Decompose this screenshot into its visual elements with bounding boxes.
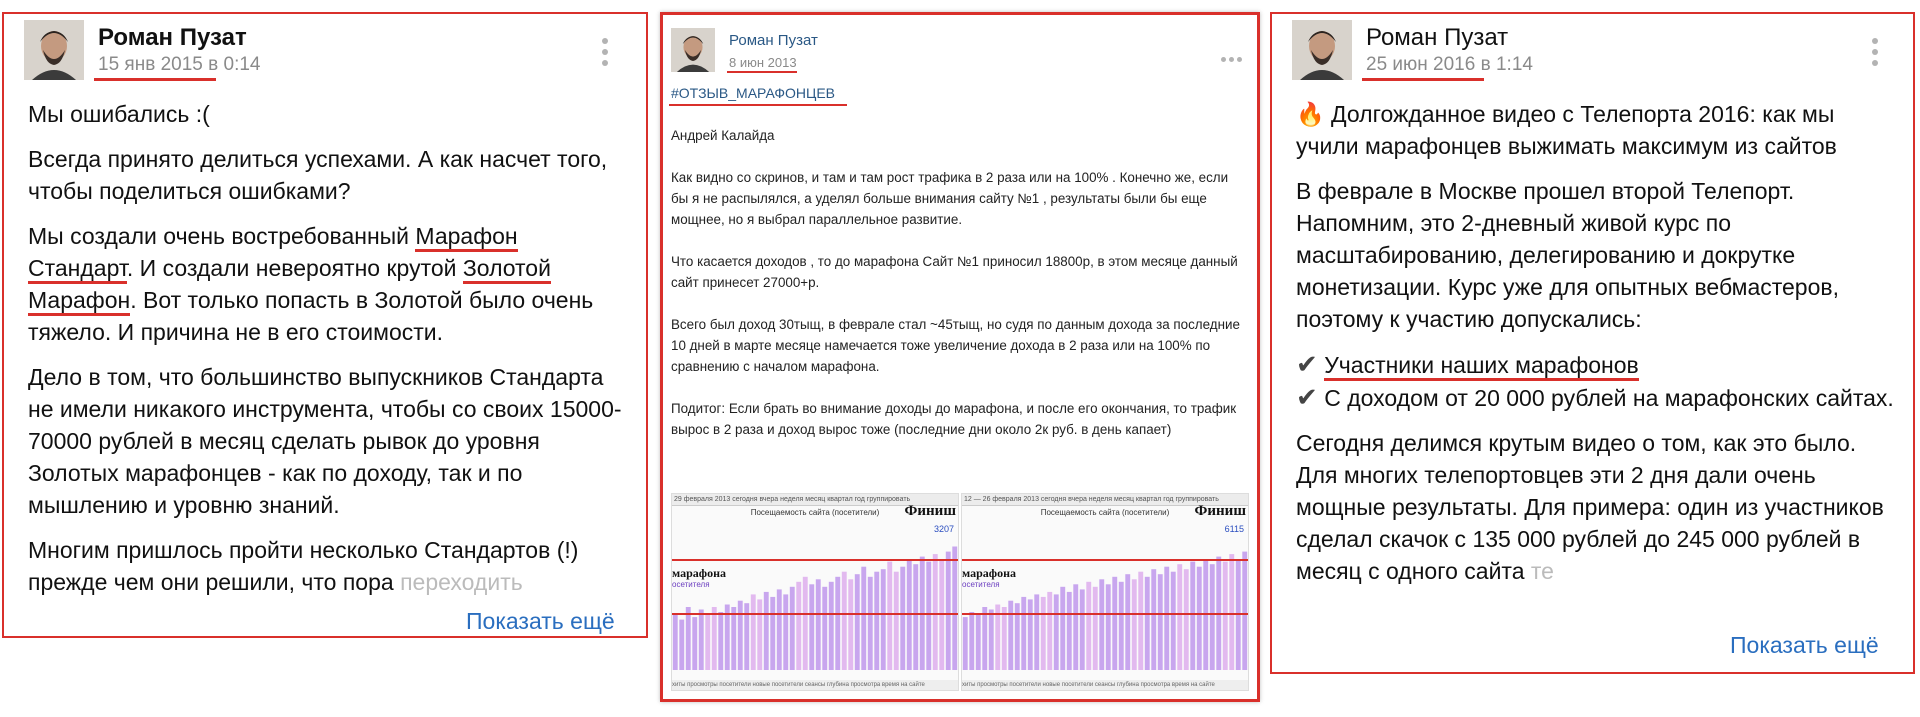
chart-bar: [946, 552, 951, 670]
finish-label: Финиш: [904, 503, 956, 519]
link-gold-marathon[interactable]: Золотой Марафон: [28, 255, 551, 316]
chart-bar: [1229, 554, 1234, 670]
chart-bar: [679, 620, 684, 670]
chart-bar: [1184, 569, 1189, 670]
chart-bar: [1099, 579, 1104, 670]
chart-bar: [1197, 567, 1202, 670]
chart-bar: [1223, 562, 1228, 670]
chart-tabs: хиты просмотры посетители новые посетители сеансы глубина просмотра время на сайте: [962, 680, 1248, 690]
checklist: [1296, 348, 1896, 414]
chart-bar: [1190, 562, 1195, 670]
chart-bar: [718, 612, 723, 670]
traffic-chart-left[interactable]: [671, 493, 959, 691]
chart-bar: [738, 601, 743, 670]
bar-series: [962, 534, 1248, 670]
paragraph: Как видно со скринов, и там и там рост трафика в 2 раза или на 100% . Конечно же, если бы я не распылялся, а уделял больше внимания сайту №1 , результаты были бы еще мощнее, но я выбрал параллельное развитие.: [671, 170, 1229, 227]
chart-bar: [699, 610, 704, 671]
chart-bar: [686, 607, 691, 670]
paragraph: [28, 220, 628, 348]
chart-bar: [783, 594, 788, 670]
chart-bar: [887, 562, 892, 670]
chart-bar: [1151, 569, 1156, 670]
chart-bar: [1171, 572, 1176, 670]
text-span: Сегодня делимся крутым видео о том, как это было. Для многих телепортовцев эти 2 дня дали очень мощные результаты. Для примера: один из участников сделал скачок с 135 000 рублей до 245 000 рублей в месяц с одного сайта: [1296, 430, 1884, 584]
author-avatar[interactable]: [1292, 20, 1352, 80]
paragraph: Мы ошибались :(: [28, 101, 210, 127]
chart-bar: [855, 574, 860, 670]
post-time-text: в 0:14: [208, 54, 261, 75]
vertical-dots-icon: [602, 38, 608, 44]
chart-bar: [1119, 582, 1124, 670]
avatar-photo-icon: [671, 28, 715, 72]
avatar-photo-icon: [1292, 20, 1352, 80]
chart-bar: [1073, 584, 1078, 670]
hashtag-underline: [669, 104, 847, 106]
chart-bar: [1008, 601, 1013, 670]
faded-text: переходить: [393, 569, 523, 595]
chart-bar: [900, 567, 905, 670]
chart-bar: [926, 562, 931, 670]
faded-text: те: [1524, 558, 1554, 584]
post-date[interactable]: [98, 54, 260, 76]
paragraph: Всего был доход 30тыщ, в феврале стал ~45тыщ, но судя по данным дохода за последние 10 дней в марте месяце намечается тоже увеличение дохода в 2 раза или на 100% по сравнению с началом марафона.: [671, 317, 1240, 374]
paragraph: Андрей Калайда: [671, 128, 775, 143]
chart-bar: [1145, 577, 1150, 670]
post-text: [671, 125, 1246, 461]
marathon-label: марафона: [672, 566, 726, 580]
chart-bar: [1080, 589, 1085, 670]
chart-bar: [1021, 597, 1026, 670]
chart-bar: [1158, 574, 1163, 670]
chart-bar: [809, 584, 814, 670]
author-avatar[interactable]: [24, 20, 84, 80]
paragraph: В феврале в Москве прошел второй Телепорт. Напомним, это 2-дневный живой курс по масштабированию, делегированию и докрутке монетизации. Курс уже для опытных вебмастеров, поэтому к участию допускались:: [1296, 178, 1839, 332]
date-underline: [94, 78, 216, 81]
chart-toolbar: 29 февраля 2013 сегодня вчера неделя месяц квартал год группировать: [672, 494, 958, 506]
bar-series: [672, 534, 958, 670]
author-avatar[interactable]: [671, 28, 715, 72]
paragraph: Всегда принято делиться успехами. А как насчет того, чтобы поделиться ошибками?: [28, 146, 608, 204]
author-name[interactable]: Роман Пузат: [98, 24, 247, 51]
post-date-text[interactable]: 15 янв 2015: [98, 54, 203, 75]
chart-bar: [1106, 584, 1111, 670]
paragraph: [1296, 427, 1896, 584]
chart-bar: [874, 572, 879, 670]
chart-bar: [969, 612, 974, 670]
paragraph: Подитог: Если брать во внимание доходы до марафона, и после его окончания, то трафик вырос в 2 раза и доход вырос тоже (последние дни около 2к руб. в день капает): [671, 401, 1237, 437]
paragraph: [1296, 98, 1896, 162]
chart-bar: [1086, 582, 1091, 670]
chart-bar: [1047, 592, 1052, 670]
chart-bar: [1138, 572, 1143, 670]
traffic-chart-right[interactable]: [961, 493, 1249, 691]
chart-bar: [829, 582, 834, 670]
chart-bar: [894, 572, 899, 670]
chart-title: Посещаемость сайта (посетители): [1040, 508, 1170, 517]
date-underline: [1362, 78, 1484, 81]
chart-bar: [770, 597, 775, 670]
chart-bar: [1125, 574, 1130, 670]
chart-bar: [1132, 579, 1137, 670]
author-name[interactable]: Роман Пузат: [1366, 24, 1509, 51]
screenshot-attachments[interactable]: [671, 493, 1255, 693]
chart-bar: [777, 589, 782, 670]
chart-bar: [842, 572, 847, 670]
chart-bar: [1210, 564, 1215, 670]
chart-value: 6115: [1224, 524, 1244, 534]
visitor-label: осетителя: [672, 580, 710, 589]
chart-bar: [1060, 587, 1065, 670]
visitor-label: осетителя: [962, 580, 1000, 589]
chart-bar: [816, 579, 821, 670]
post-date[interactable]: [1366, 54, 1533, 76]
post-text: [28, 98, 628, 611]
post-menu-button[interactable]: [602, 38, 608, 71]
text-span: Долгожданное видео с Телепорта 2016: как мы учили марафонцев выжимать максимум из сайтов: [1296, 101, 1837, 159]
fire-icon: 🔥: [1296, 101, 1325, 127]
chart-bar: [1242, 552, 1247, 670]
text-span: Многим пришлось пройти несколько Стандартов (!) прежде чем они решили, что пора: [28, 537, 579, 595]
finish-label: Финиш: [1194, 503, 1246, 519]
chart-value: 3207: [933, 524, 954, 534]
chart-bar: [1067, 592, 1072, 670]
post-date[interactable]: 8 июн 2013: [729, 55, 797, 70]
chart-bar: [976, 615, 981, 670]
author-name[interactable]: Роман Пузат: [729, 32, 818, 49]
chart-bar: [712, 607, 717, 670]
chart-bar: [1164, 567, 1169, 670]
chart-bar: [1177, 564, 1182, 670]
chart-bar: [692, 617, 697, 670]
show-more-link[interactable]: Показать ещё: [1724, 632, 1879, 659]
horizontal-dots-icon: [1221, 57, 1226, 62]
chart-bar: [913, 564, 918, 670]
paragraph: Что касается доходов , то до марафона Сайт №1 приносил 18800р, в этом месяце данный сайт принесет 27000+р.: [671, 254, 1238, 290]
chart-bar: [1093, 587, 1098, 670]
chart-bar: [835, 577, 840, 670]
chart-bar: [705, 615, 710, 670]
chart-bar: [963, 617, 968, 670]
chart-bar: [848, 579, 853, 670]
link-marathon-participants[interactable]: Участники наших марафонов: [1324, 352, 1639, 381]
chart-bar: [751, 594, 756, 670]
post-menu-button[interactable]: [1872, 38, 1878, 71]
avatar-photo-icon: [24, 20, 84, 80]
chart-tabs: хиты просмотры посетители новые посетители сеансы глубина просмотра время на сайте: [672, 680, 958, 690]
chart-bar: [803, 577, 808, 670]
link-standard-marathon[interactable]: Марафон Стандарт: [28, 223, 518, 284]
vertical-dots-icon: [1872, 38, 1878, 44]
chart-bar: [757, 599, 762, 670]
post-date-text[interactable]: 25 июн 2016: [1366, 54, 1476, 75]
chart-bar: [933, 554, 938, 670]
text-span: Мы создали очень востребованный: [28, 223, 416, 249]
paragraph: Дело в том, что большинство выпускников Стандарта не имели никакого инструмента, чтобы со своих 15000-70000 рублей в месяц сделать рывок до уровня Золотых марафонцев - как по доходу, так и по мышлению и уровню знаний.: [28, 364, 622, 518]
chart-bar: [1112, 577, 1117, 670]
chart-bar: [952, 547, 957, 671]
hashtag-link[interactable]: #ОТЗЫВ_МАРАФОНЦЕВ: [671, 85, 835, 101]
chart-bar: [673, 613, 678, 670]
chart-bar: [796, 582, 801, 670]
text-span: . И создали невероятно крутой: [126, 255, 463, 281]
chart-bar: [868, 577, 873, 670]
chart-bar: [1041, 597, 1046, 670]
chart-bar: [982, 607, 987, 670]
text-span: С доходом от 20 000 рублей на марафонских сайтах.: [1324, 385, 1894, 411]
marathon-label: марафона: [962, 566, 1016, 580]
chart-bar: [1002, 607, 1007, 670]
chart-title: Посещаемость сайта (посетители): [750, 508, 880, 517]
chart-bar: [1028, 599, 1033, 670]
chart-bar: [764, 592, 769, 670]
chart-bar: [881, 569, 886, 670]
chart-bar: [822, 587, 827, 670]
post-card-3: [1270, 12, 1915, 674]
post-card-1: [2, 12, 648, 638]
paragraph: [28, 534, 628, 598]
chart-bar: [731, 607, 736, 670]
text-span: . Вот только попасть в Золотой было очень тяжело. И причина не в его стоимости.: [28, 287, 594, 345]
chart-toolbar: 12 — 26 февраля 2013 сегодня вчера неделя месяц квартал год группировать: [962, 494, 1248, 506]
post-card-2: [660, 12, 1260, 702]
chart-bar: [1054, 594, 1059, 670]
chart-bar: [861, 567, 866, 670]
chart-bar: [790, 587, 795, 670]
post-text: [1296, 98, 1896, 584]
check-icon: ✔: [1296, 382, 1318, 412]
post-menu-button[interactable]: [1221, 49, 1245, 67]
chart-bar: [1034, 594, 1039, 670]
date-underline: [727, 71, 797, 73]
check-icon: ✔: [1296, 349, 1318, 379]
post-time-text: в 1:14: [1480, 54, 1533, 75]
chart-bar: [989, 610, 994, 671]
show-more-link[interactable]: Показать ещё: [460, 608, 615, 635]
